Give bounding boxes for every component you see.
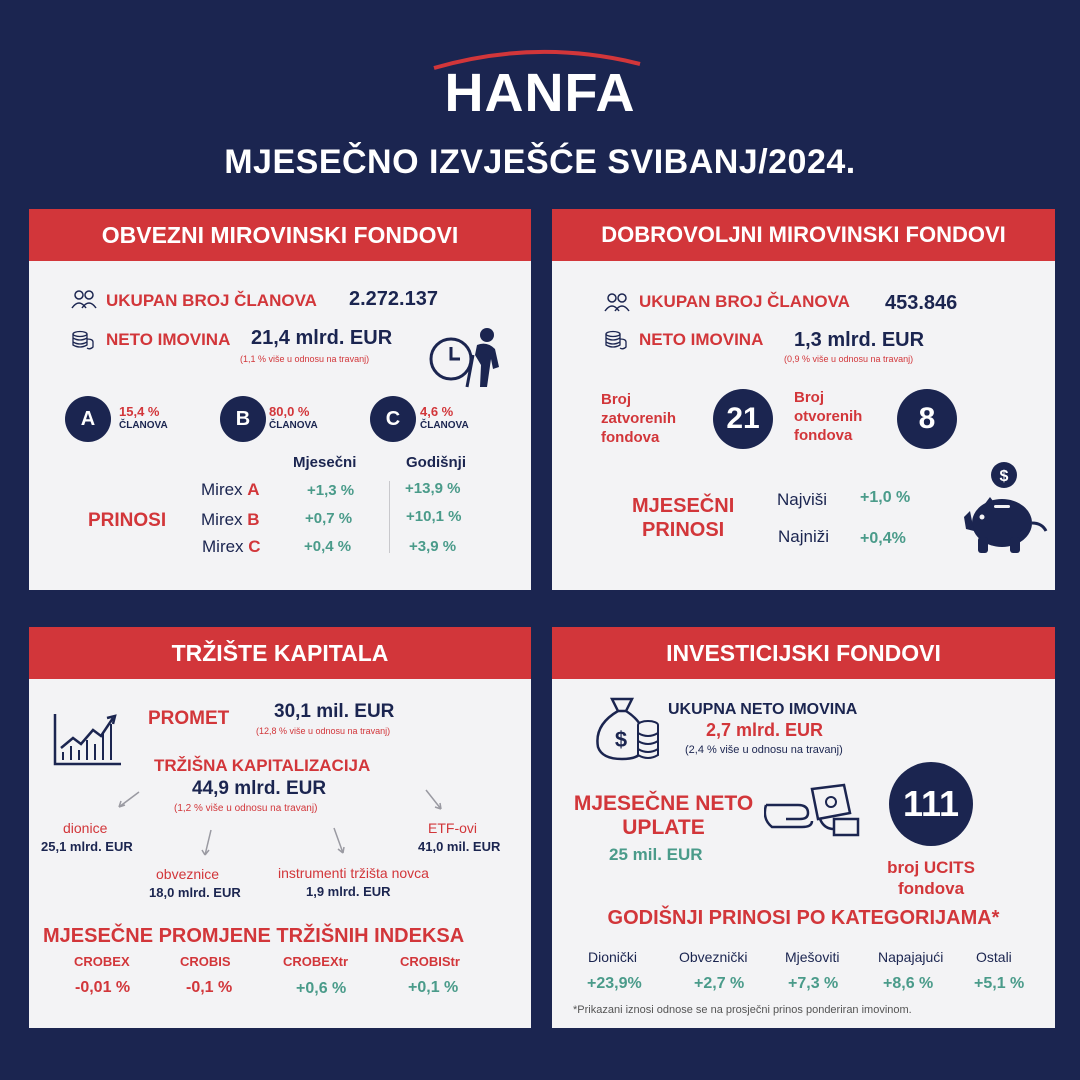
panel-obvezni-title: OBVEZNI MIROVINSKI FONDOVI bbox=[29, 209, 531, 261]
divider bbox=[389, 481, 390, 553]
yearly-returns-title: GODIŠNJI PRINOSI PO KATEGORIJAMA* bbox=[607, 907, 1000, 929]
mirex-a-yearly: +13,9 % bbox=[405, 480, 461, 497]
mirex-c-row: Mirex C bbox=[202, 537, 261, 556]
category-mjesoviti-value: +7,3 % bbox=[788, 975, 839, 992]
lowest-value: +0,4% bbox=[860, 530, 906, 547]
net-payments-label: MJESEČNE NETO UPLATE bbox=[573, 792, 754, 839]
open-funds-label: Broj otvorenih fondova bbox=[794, 389, 863, 444]
category-a-pct: 15,4 % bbox=[119, 404, 160, 419]
category-ostali-name: Ostali bbox=[976, 949, 1012, 965]
index-crobis-name: CROBIS bbox=[180, 954, 231, 969]
ucits-count: 111 bbox=[889, 762, 973, 846]
cap-note: (1,2 % više u odnosu na travanj) bbox=[174, 803, 318, 814]
category-napajajuci-name: Napajajući bbox=[878, 949, 944, 965]
closed-funds-label: Broj zatvorenih fondova bbox=[601, 391, 677, 446]
mirex-b-row: Mirex B bbox=[201, 510, 260, 529]
panel-trziste-title: TRŽIŠTE KAPITALA bbox=[29, 627, 531, 679]
category-b-label: ČLANOVA bbox=[269, 420, 318, 431]
indices-title: MJESEČNE PROMJENE TRŽIŠNIH INDEKSA bbox=[43, 925, 465, 947]
monthly-returns-label: MJESEČNI PRINOSI bbox=[632, 495, 735, 541]
category-napajajuci-value: +8,6 % bbox=[883, 975, 934, 992]
closed-funds-value: 21 bbox=[713, 389, 773, 449]
col-yearly: Godišnji bbox=[406, 454, 466, 471]
category-obveznicki-value: +2,7 % bbox=[694, 975, 745, 992]
turnover-value: 30,1 mil. EUR bbox=[274, 701, 395, 722]
mirex-b-monthly: +0,7 % bbox=[305, 510, 353, 527]
panel-trziste bbox=[29, 627, 531, 1028]
index-crobis-value: -0,1 % bbox=[186, 979, 233, 996]
panel-dobrovoljni-title: DOBROVOLJNI MIROVINSKI FONDOVI bbox=[552, 209, 1055, 261]
piggy-bank-icon bbox=[962, 461, 1050, 557]
people-icon bbox=[71, 289, 97, 309]
index-crobex-name: CROBEX bbox=[74, 954, 130, 969]
index-crobex-value: -0,01 % bbox=[75, 979, 131, 996]
cap-label: TRŽIŠNA KAPITALIZACIJA bbox=[154, 756, 371, 775]
index-crobextr-value: +0,6 % bbox=[296, 980, 347, 997]
index-crobextr-name: CROBEXtr bbox=[283, 954, 349, 969]
mirex-b-yearly: +10,1 % bbox=[406, 508, 462, 525]
panel-investicijski-title: INVESTICIJSKI FONDOVI bbox=[552, 627, 1055, 679]
mirex-a-monthly: +1,3 % bbox=[307, 482, 355, 499]
category-c-pct: 4,6 % bbox=[420, 404, 454, 419]
retiree-clock-icon bbox=[427, 325, 511, 389]
category-mjesoviti-name: Mješoviti bbox=[785, 949, 840, 965]
assets-value: 21,4 mlrd. EUR bbox=[251, 327, 393, 349]
category-obveznicki-name: Obveznički bbox=[679, 949, 748, 965]
panel-obvezni bbox=[29, 209, 531, 590]
mirex-c-yearly: +3,9 % bbox=[409, 538, 457, 555]
coins-icon bbox=[605, 330, 627, 350]
assets-note: (1,1 % više u odnosu na travanj) bbox=[240, 354, 370, 364]
category-a-label: ČLANOVA bbox=[119, 420, 168, 431]
returns-label: PRINOSI bbox=[88, 510, 167, 531]
category-c-badge: C bbox=[370, 396, 416, 442]
index-crobistr-name: CROBIStr bbox=[400, 954, 460, 969]
mirex-c-monthly: +0,4 % bbox=[304, 538, 352, 555]
members-value: 2.272.137 bbox=[349, 288, 438, 310]
breakdown-novac-label: instrumenti tržišta novca bbox=[278, 865, 429, 881]
index-crobistr-value: +0,1 % bbox=[408, 979, 459, 996]
category-dionicki-value: +23,9% bbox=[587, 975, 642, 992]
category-b-badge: B bbox=[220, 396, 266, 442]
lowest-label: Najniži bbox=[778, 527, 830, 546]
turnover-label: PROMET bbox=[148, 708, 230, 729]
money-bag-icon bbox=[590, 691, 662, 763]
people-icon bbox=[604, 292, 630, 312]
breakdown-novac-value: 1,9 mlrd. EUR bbox=[306, 884, 391, 899]
assets-note: (0,9 % više u odnosu na travanj) bbox=[784, 354, 914, 364]
members-label: UKUPAN BROJ ČLANOVA bbox=[639, 292, 850, 311]
category-c-label: ČLANOVA bbox=[420, 420, 469, 431]
cap-value: 44,9 mlrd. EUR bbox=[192, 778, 327, 799]
assets-value: 1,3 mlrd. EUR bbox=[794, 329, 925, 351]
mirex-a-row: Mirex A bbox=[201, 480, 260, 499]
category-b-pct: 80,0 % bbox=[269, 404, 310, 419]
highest-label: Najviši bbox=[777, 490, 828, 509]
cash-hand-icon bbox=[764, 783, 862, 841]
svg-text:$: $ bbox=[614, 727, 628, 752]
category-dionicki-name: Dionički bbox=[588, 949, 638, 965]
breakdown-obveznice-label: obveznice bbox=[156, 866, 220, 882]
assets-label: NETO IMOVINA bbox=[639, 330, 764, 349]
breakdown-dionice-value: 25,1 mlrd. EUR bbox=[41, 839, 133, 854]
footnote: *Prikazani iznosi odnose se na prosječni prinos ponderiran imovinom. bbox=[573, 1004, 912, 1016]
members-label: UKUPAN BROJ ČLANOVA bbox=[106, 291, 317, 310]
col-monthly: Mjesečni bbox=[293, 454, 357, 471]
category-a-badge: A bbox=[65, 396, 111, 442]
breakdown-obveznice-value: 18,0 mlrd. EUR bbox=[149, 885, 241, 900]
panel-investicijski bbox=[552, 627, 1055, 1028]
coins-icon bbox=[72, 330, 94, 350]
net-payments-value: 25 mil. EUR bbox=[609, 845, 703, 864]
turnover-note: (12,8 % više u odnosu na travanj) bbox=[256, 726, 391, 736]
members-value: 453.846 bbox=[885, 292, 958, 314]
category-ostali-value: +5,1 % bbox=[974, 975, 1025, 992]
assets-label: NETO IMOVINA bbox=[106, 330, 231, 349]
ucits-label: broj UCITS fondova bbox=[887, 858, 975, 898]
breakdown-dionice-label: dionice bbox=[63, 820, 108, 836]
breakdown-etf-value: 41,0 mil. EUR bbox=[418, 839, 501, 854]
panel-dobrovoljni bbox=[552, 209, 1055, 590]
total-assets-note: (2,4 % više u odnosu na travanj) bbox=[685, 744, 843, 756]
page-title: MJESEČNO IZVJEŠĆE SVIBANJ/2024. bbox=[224, 143, 856, 181]
total-assets-label: UKUPNA NETO IMOVINA bbox=[668, 701, 858, 718]
open-funds-value: 8 bbox=[897, 389, 957, 449]
highest-value: +1,0 % bbox=[860, 489, 911, 506]
breakdown-etf-label: ETF-ovi bbox=[428, 820, 477, 836]
total-assets-value: 2,7 mlrd. EUR bbox=[706, 720, 824, 740]
svg-text:$: $ bbox=[999, 468, 1009, 485]
hanfa-logo: HANFA bbox=[444, 63, 636, 123]
